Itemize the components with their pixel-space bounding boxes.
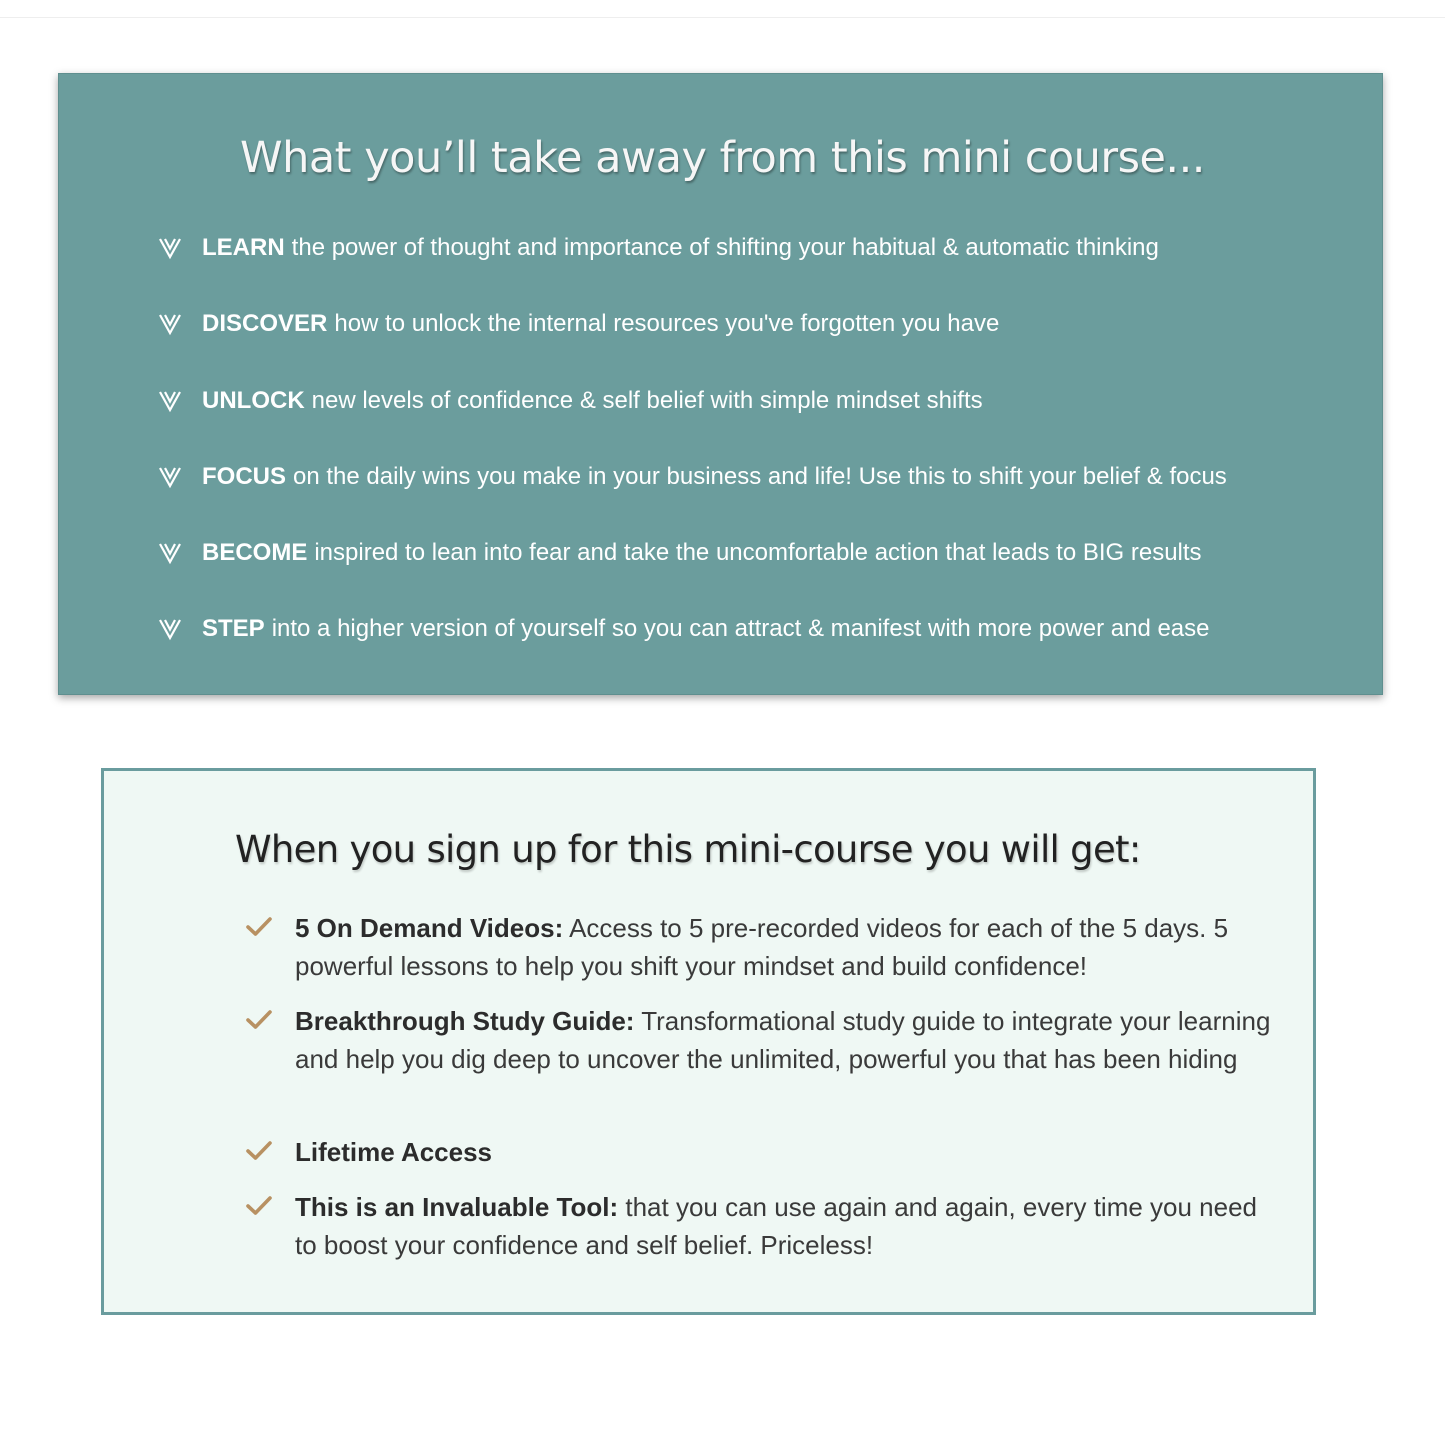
takeaway-keyword: BECOME — [202, 539, 308, 566]
benefit-keyword: 5 On Demand Videos: — [295, 913, 564, 943]
takeaway-text: on the daily wins you make in your business and life! Use this to shift your belief & focus — [293, 463, 1227, 490]
takeaway-keyword: LEARN — [202, 234, 285, 261]
benefit-text-block — [295, 1133, 1285, 1171]
benefit-text-block — [295, 1188, 1285, 1264]
takeaway-item-learn — [158, 228, 1159, 268]
double-v-chevron-icon — [158, 312, 182, 336]
check-icon — [245, 915, 273, 939]
benefit-text: Access to 5 pre-recorded videos for each of the 5 days. 5 powerful lessons to help you shift your mindset and build confidence! — [295, 913, 1229, 981]
benefit-text-block — [295, 1002, 1285, 1078]
takeaway-title: What you’ll take away from this mini course... — [240, 133, 1205, 183]
benefit-text: that you can use again and again, every time you need to boost your confidence and self belief. Priceless! — [295, 1192, 1258, 1260]
takeaway-text: new levels of confidence & self belief with simple mindset shifts — [311, 387, 983, 414]
benefit-keyword: This is an Invaluable Tool: — [295, 1192, 619, 1222]
benefit-text: Transformational study guide to integrate your learning and help you dig deep to uncover the unlimited, powerful you that has been hiding — [295, 1006, 1271, 1074]
takeaway-text: into a higher version of yourself so you can attract & manifest with more power and ease — [271, 615, 1210, 642]
takeaway-text: the power of thought and importance of shifting your habitual & automatic thinking — [291, 234, 1159, 261]
top-divider — [0, 17, 1445, 18]
benefit-text-block — [295, 909, 1285, 985]
benefit-item-videos — [245, 909, 1285, 985]
double-v-chevron-icon — [158, 617, 182, 641]
takeaway-text: how to unlock the internal resources you've forgotten you have — [334, 310, 1000, 337]
double-v-chevron-icon — [158, 389, 182, 413]
takeaway-keyword: STEP — [202, 615, 265, 642]
check-icon — [245, 1008, 273, 1032]
takeaway-keyword: UNLOCK — [202, 387, 305, 414]
takeaway-text: inspired to lean into fear and take the uncomfortable action that leads to BIG results — [314, 539, 1202, 566]
takeaway-item-step — [158, 609, 1210, 649]
benefit-item-invaluable-tool — [245, 1188, 1285, 1264]
takeaway-item-focus — [158, 457, 1227, 497]
benefit-keyword: Breakthrough Study Guide: — [295, 1006, 635, 1036]
takeaway-item-discover — [158, 304, 999, 344]
double-v-chevron-icon — [158, 465, 182, 489]
takeaway-keyword: FOCUS — [202, 463, 286, 490]
benefit-item-lifetime-access — [245, 1133, 1285, 1171]
takeaway-keyword: DISCOVER — [202, 310, 328, 337]
double-v-chevron-icon — [158, 541, 182, 565]
check-icon — [245, 1194, 273, 1218]
takeaway-item-become — [158, 533, 1202, 573]
benefits-title: When you sign up for this mini-course you will get: — [235, 828, 1141, 871]
double-v-chevron-icon — [158, 236, 182, 260]
benefit-keyword: Lifetime Access — [295, 1137, 493, 1167]
check-icon — [245, 1139, 273, 1163]
benefit-item-study-guide — [245, 1002, 1285, 1078]
takeaway-item-unlock — [158, 381, 983, 421]
